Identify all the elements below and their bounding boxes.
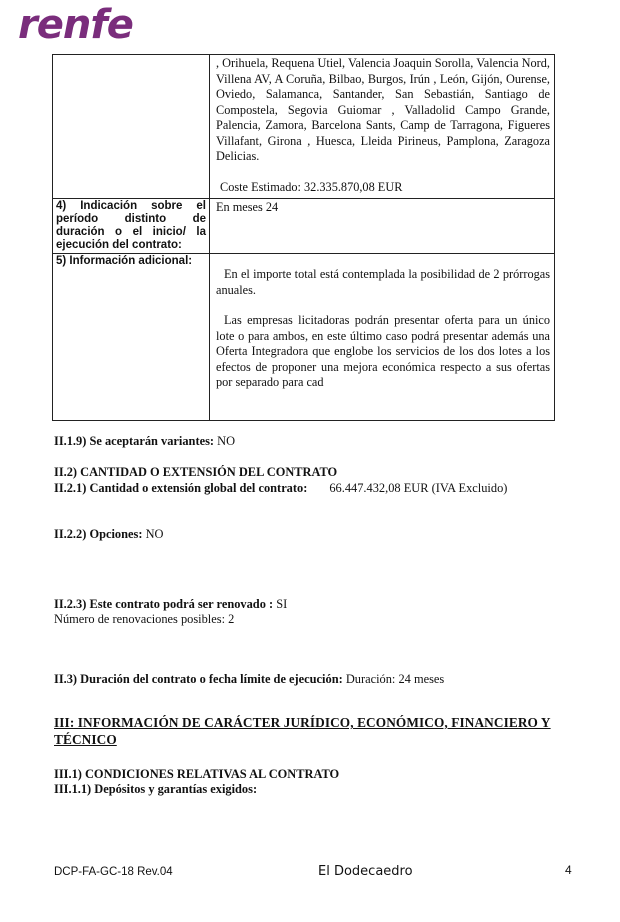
section-iii11-title: III.1.1) Depósitos y garantías exigidos: xyxy=(54,782,258,796)
section-ii19 xyxy=(54,434,235,449)
section-iii-title: III: INFORMACIÓN DE CARÁCTER JURÍDICO, ECONÓMICO, FINANCIERO Y TÉCNICO xyxy=(54,715,551,747)
additional-info-para2: Las empresas licitadoras podrán presentar oferta para un único lote o para ambos, en este último caso podrá presentar además una Oferta Integradora que englobe los servicios de los dos lotes a los efectos de proponer una mejora económica respecto a sus ofertas por separado para cad xyxy=(216,313,550,389)
ii23-value: SI xyxy=(273,597,288,611)
additional-info-para1: En el importe total está contemplada la posibilidad de 2 prórrogas anuales. xyxy=(216,267,550,297)
renewals-count: Número de renovaciones posibles: 2 xyxy=(54,612,235,626)
table-row xyxy=(53,199,555,254)
renfe-logo: renfe xyxy=(18,2,133,48)
section-ii3 xyxy=(54,672,444,687)
section-ii22 xyxy=(54,527,163,542)
contract-details-table xyxy=(52,54,555,421)
ii22-label: II.2.2) Opciones: xyxy=(54,527,143,541)
row-label-additional-info: 5) Información adicional: xyxy=(53,254,210,421)
ii21-value: 66.447.432,08 EUR (IVA Excluido) xyxy=(329,481,508,495)
ii21-label: II.2.1) Cantidad o extensión global del contrato: xyxy=(54,481,308,495)
section-ii21 xyxy=(54,481,507,496)
ii19-value: NO xyxy=(214,434,236,448)
ii3-label: II.3) Duración del contrato o fecha límite de ejecución: xyxy=(54,672,343,686)
estimated-cost: Coste Estimado: 32.335.870,08 EUR xyxy=(220,179,403,194)
row-value-locations xyxy=(210,55,555,199)
ii22-value: NO xyxy=(142,527,164,541)
row-value-duration: En meses 24 xyxy=(210,199,555,254)
page-number: 4 xyxy=(565,863,572,877)
row-label-empty xyxy=(53,55,210,199)
locations-text: , Orihuela, Requena Utiel, Valencia Joaquin Sorolla, Valencia Nord, Villena AV, A Coruña, Bilbao, Burgos, Irún , León, Gijón, Ourense, Oviedo, Salamanca, Santander, San Sebastián, Santiago de Compostela, Segovia Guiomar , Valladolid Campo Grande, Palencia, Zamora, Barcelona Sants, Camp de Tarragona, Figueres Villafant, Girona , Huesca, Lleida Pirineus, Pamplona, Zaragoza Delicias. xyxy=(216,56,550,163)
ii3-value: Duración: 24 meses xyxy=(342,672,445,686)
section-iii1-title: III.1) CONDICIONES RELATIVAS AL CONTRATO xyxy=(54,767,340,781)
watermark-text: El Dodecaedro xyxy=(318,864,413,879)
document-code: DCP-FA-GC-18 Rev.04 xyxy=(54,866,173,878)
row-value-additional-info xyxy=(210,254,555,421)
table-row xyxy=(53,55,555,199)
ii23-label: II.2.3) Este contrato podrá ser renovado : xyxy=(54,597,274,611)
section-ii23 xyxy=(54,597,287,612)
ii19-label: II.1.9) Se aceptarán variantes: xyxy=(54,434,215,448)
table-row xyxy=(53,254,555,421)
section-ii2-title: II.2) CANTIDAD O EXTENSIÓN DEL CONTRATO xyxy=(54,465,338,479)
row-label-duration-indication: 4) Indicación sobre el período distinto de duración o el inicio/ la ejecución del contrato: xyxy=(53,199,210,254)
